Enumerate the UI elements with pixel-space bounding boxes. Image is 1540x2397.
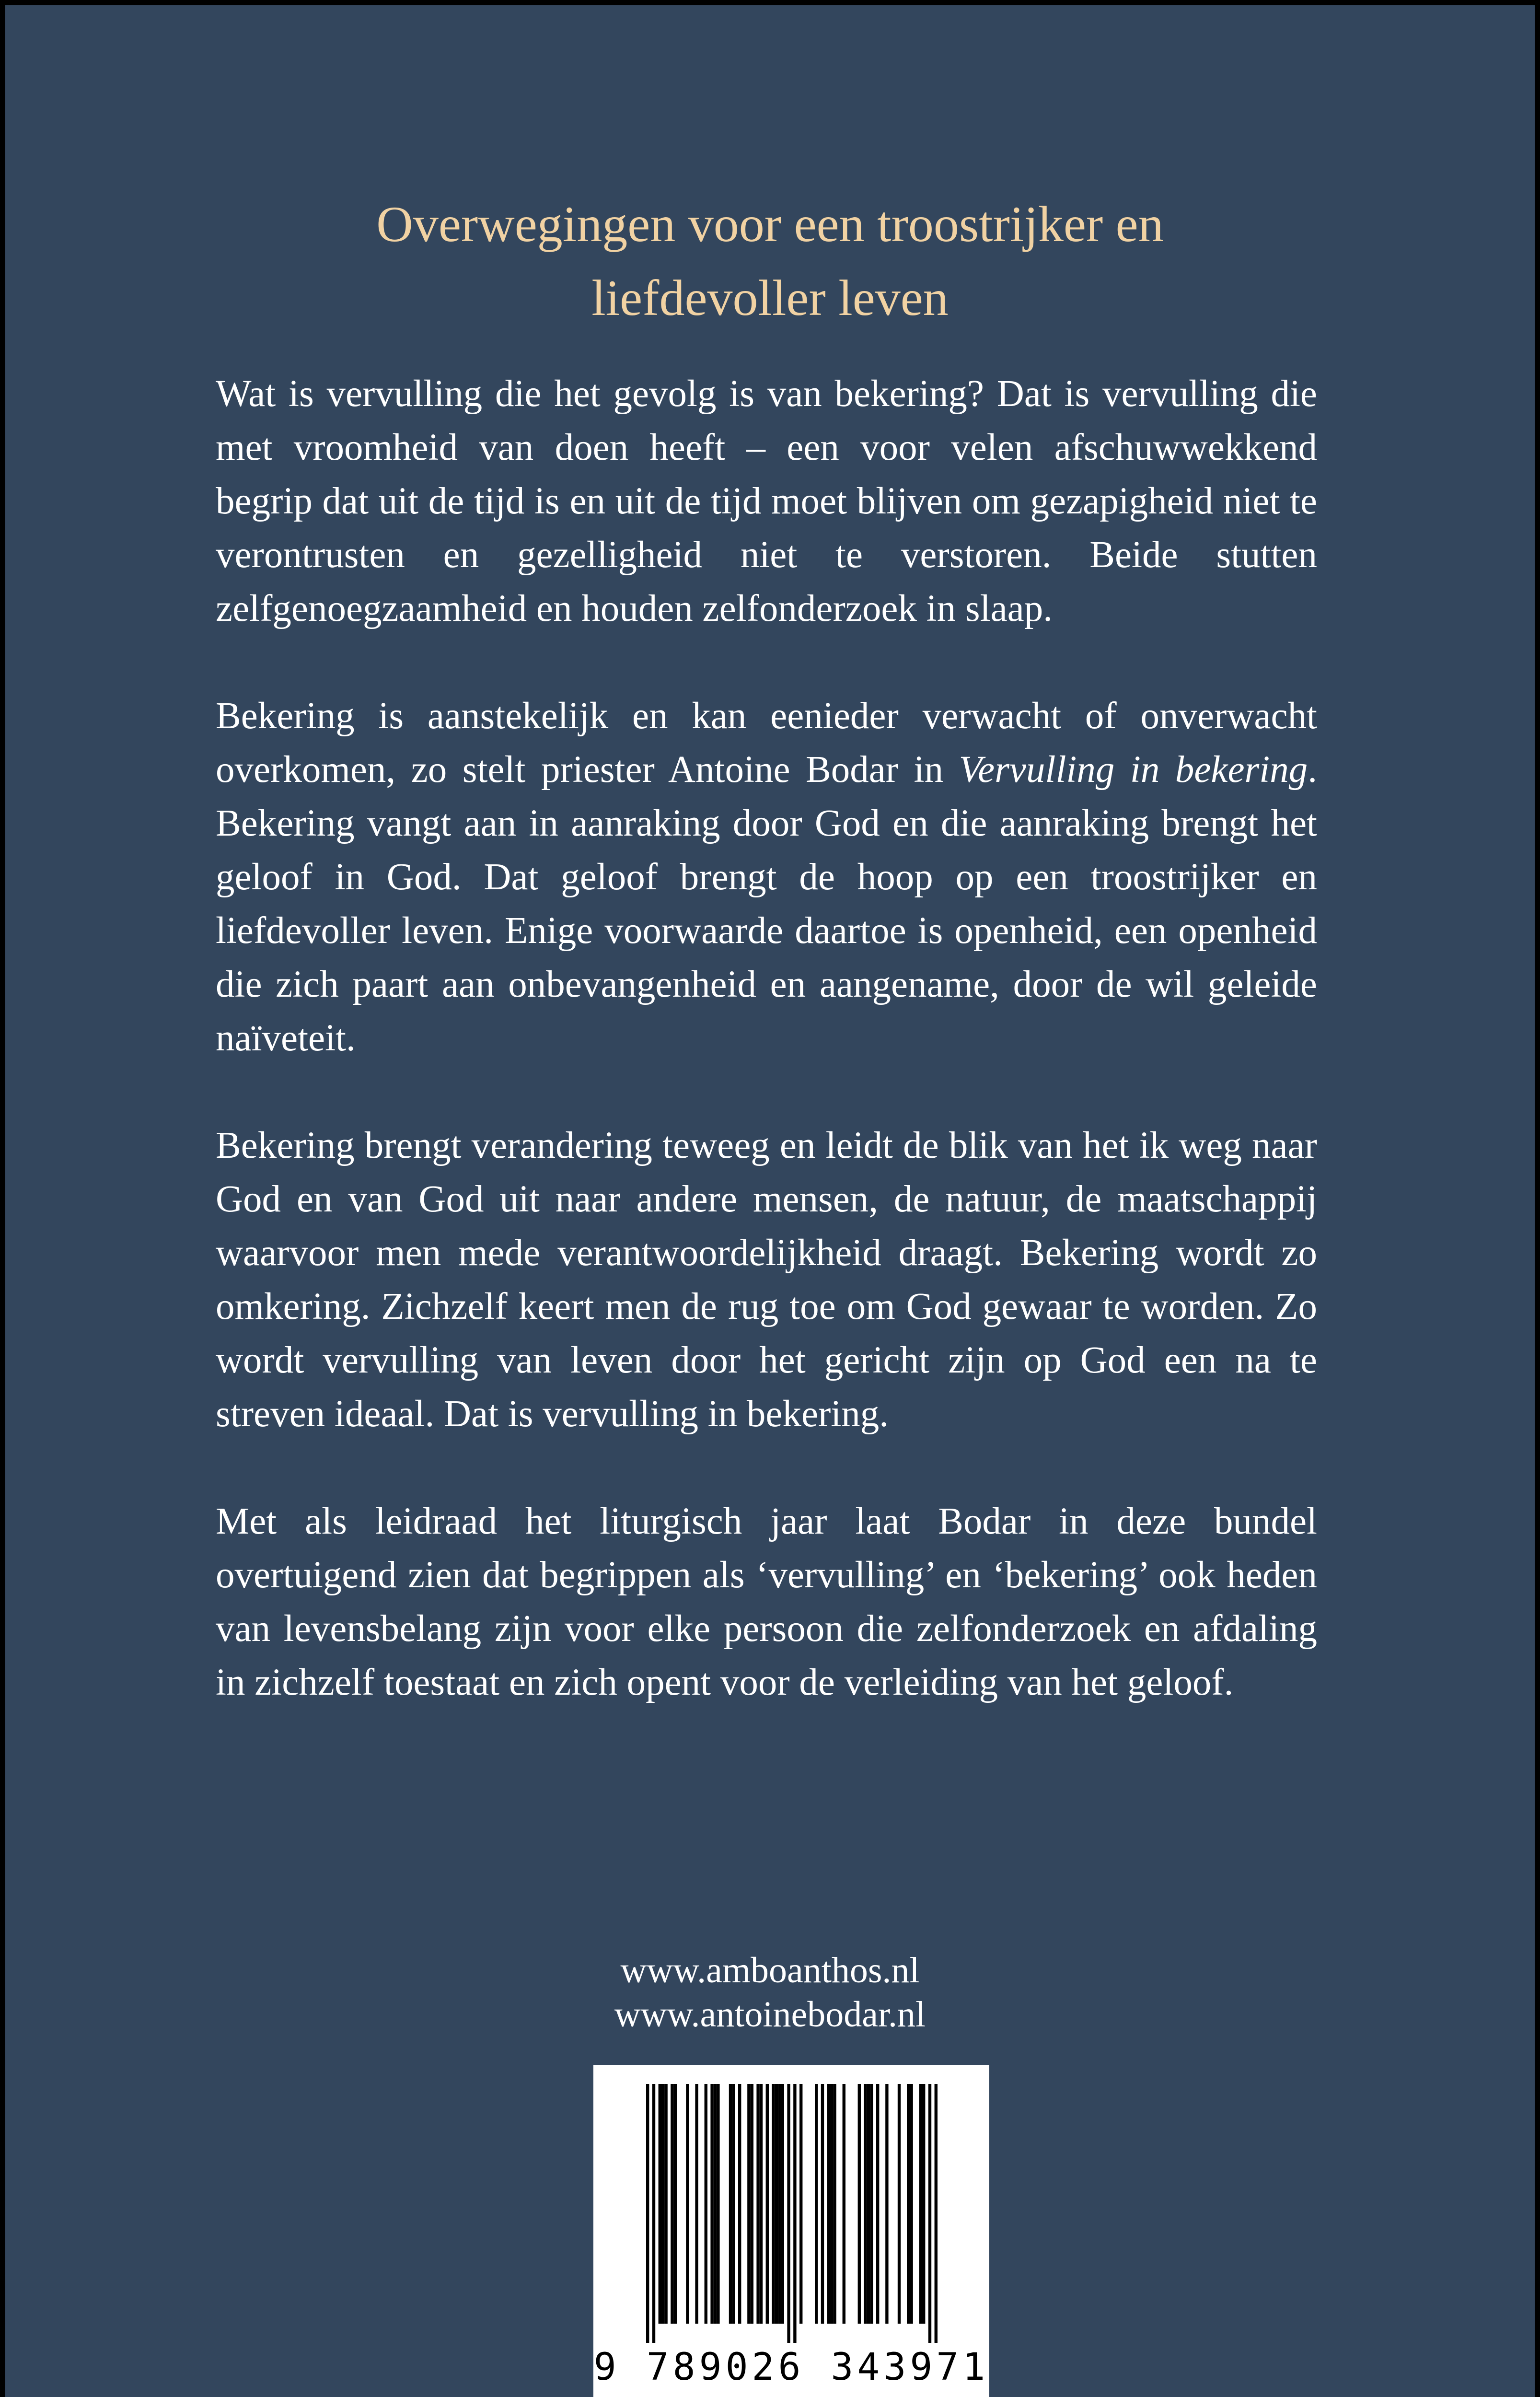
barcode-bar <box>870 2084 873 2324</box>
barcode-bar <box>747 2084 750 2324</box>
barcode-icon <box>637 2084 946 2343</box>
barcode-bar <box>864 2084 867 2324</box>
barcode-bar <box>729 2084 732 2324</box>
barcode-bar <box>775 2084 778 2324</box>
barcode-bar <box>858 2084 861 2324</box>
barcode-bar <box>710 2084 713 2324</box>
barcode-bar <box>738 2084 741 2324</box>
barcode-bar <box>766 2084 769 2324</box>
barcode-bar <box>793 2084 796 2343</box>
barcode-bar <box>827 2084 830 2324</box>
barcode-bar <box>821 2084 824 2324</box>
book-title-italic: Vervulling in bekering <box>959 749 1308 791</box>
barcode-bar <box>772 2084 775 2324</box>
blurb-paragraph-1: Wat is vervulling die het gevolg is van bekering? Dat is vervulling die met vroomheid van doen heeft – een voor velen afschuwwekkend begrip dat uit de tijd is en uit de tijd moet blijven om gezapigheid niet te verontrusten en gezelligheid niet te verstoren. Beide stutten zelfgenoegzaamheid en houden zelfonderzoek in slaap. <box>216 373 1317 629</box>
barcode-bar <box>815 2084 818 2324</box>
barcode-bar <box>695 2084 698 2324</box>
barcode-bar <box>935 2084 938 2343</box>
cover-title-line-2: liefdevoller leven <box>591 270 949 326</box>
website-links <box>5 1948 1535 2036</box>
barcode-bar <box>732 2084 735 2324</box>
barcode-bar <box>876 2084 879 2324</box>
barcode-panel <box>593 2065 989 2397</box>
cover-title-line-1: Overwegingen voor een troostrijker en <box>376 196 1164 252</box>
barcode-bar <box>717 2084 719 2324</box>
author-url[interactable]: www.antoinebodar.nl <box>614 1994 926 2035</box>
barcode-bar <box>928 2084 931 2343</box>
barcode-bar <box>751 2084 753 2324</box>
barcode-bar <box>787 2084 790 2343</box>
barcode-bar <box>646 2084 649 2343</box>
barcode-bar <box>907 2084 910 2324</box>
barcode-bar <box>919 2084 922 2324</box>
barcode-bar <box>799 2084 802 2324</box>
barcode-bar <box>830 2084 833 2324</box>
blurb-paragraph-3: Bekering brengt verandering teweeg en leidt de blik van het ik weg naar God en van God uit naar andere mensen, de natuur, de maatschappij waarvoor men mede verantwoordelijkheid draagt. Bekering wordt zo omkering. Zichzelf keert men de rug toe om God gewaar te worden. Zo wordt vervulling van leven door het gericht zijn op God een na te streven ideaal. Dat is vervulling in bekering. <box>216 1125 1317 1435</box>
barcode-bar <box>659 2084 661 2324</box>
barcode-bar <box>898 2084 901 2324</box>
barcode-bar <box>652 2084 655 2343</box>
barcode-bar <box>781 2084 784 2324</box>
barcode-bar <box>922 2084 925 2324</box>
barcode-bar <box>833 2084 836 2324</box>
blurb-paragraph-2-end: . Bekering vangt aan in aanraking door God en die aanraking brengt het geloof in God. Dat geloof brengt de hoop op een troostrijker en liefdevoller leven. Enige voorwaarde daartoe is openheid, een openheid die zich paart aan onbevangenheid en aangename, door de wil geleide naïveteit. <box>216 749 1317 1059</box>
barcode-digits: 9 789026 343971 <box>593 2346 989 2389</box>
barcode-bar <box>705 2084 707 2324</box>
barcode-bar <box>760 2084 763 2324</box>
barcode-bar <box>756 2084 759 2324</box>
barcode-bar <box>910 2084 913 2324</box>
barcode-bar <box>778 2084 781 2324</box>
blurb-text <box>216 367 1317 1763</box>
book-back-cover <box>5 5 1535 2397</box>
barcode-bar <box>671 2084 673 2324</box>
barcode-bar <box>674 2084 677 2324</box>
barcode-bar <box>867 2084 870 2324</box>
blurb-paragraph-2 <box>216 689 1317 1065</box>
barcode-bar <box>885 2084 888 2324</box>
publisher-url[interactable]: www.amboanthos.nl <box>620 1950 920 1990</box>
barcode-bar <box>664 2084 667 2324</box>
blurb-paragraph-4: Met als leidraad het liturgisch jaar laat Bodar in deze bundel overtuigend zien dat begrippen als ‘vervulling’ en ‘bekering’ ook heden van levensbelang zijn voor elke persoon die zelfonderzoek en afdaling in zichzelf toestaat en zich opent voor de verleiding van het geloof. <box>216 1501 1317 1703</box>
blurb-paragraph-2-start: Bekering is aanstekelijk en kan eenieder verwacht of onverwacht overkomen, zo stelt priester Antoine Bodar in <box>216 695 1317 791</box>
barcode-bar <box>686 2084 689 2324</box>
barcode-bar <box>661 2084 664 2324</box>
barcode-bar <box>843 2084 845 2324</box>
cover-title <box>5 187 1535 335</box>
barcode-bar <box>714 2084 717 2324</box>
